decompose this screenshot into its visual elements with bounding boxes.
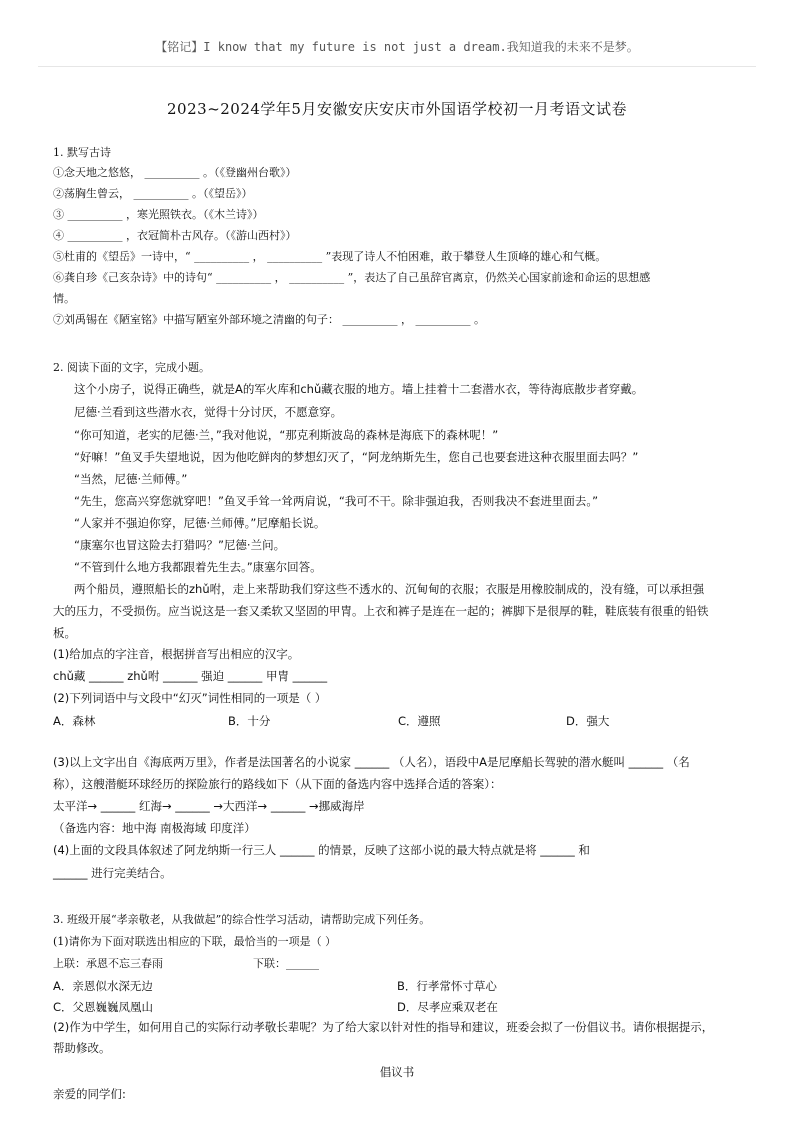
q1-line-8: ⑦刘禹锡在《陋室铭》中描写陋室外部环境之清幽的句子： __________ ， __________ 。 [53, 313, 485, 326]
q3-option-c: C．父恩巍巍凤凰山 [53, 1000, 154, 1014]
q2-sub-2: (2)下列词语中与文段中“幻灭”词性相同的一项是（ ） [53, 691, 327, 705]
q3-sub-2-line-1: (2)作为中学生，如何用自己的实际行动孝敬长辈呢？为了给大家以针对性的指导和建议，班委会拟了一份倡议书。请你根据提示， [53, 1020, 714, 1034]
q3-option-a: A．亲恩似水深无边 [53, 979, 153, 993]
q3-sub-1: (1)请你为下面对联选出相应的下联，最恰当的一项是（ ） [53, 935, 337, 948]
q2-sub-3-line-2: 称），这艘潜艇环球经历的探险旅行的路线如下（从下面的备选内容中选择合适的答案）： [53, 777, 502, 791]
q2-para-11: 大的压力，不受损伤。应当说这是一套又柔软又坚固的甲冑。上衣和裤子是连在一起的；裤脚下是很厚的鞋，鞋底装有很重的铅铁 [53, 604, 709, 618]
header-divider [38, 66, 756, 67]
q2-sub-3-options: （备选内容：地中海 南极海域 印度洋） [53, 821, 256, 835]
q2-sub-1-blanks: chǔ藏 ______ zhǔ咐 ______ 强迫 ______ 甲冑 ______ [53, 669, 328, 683]
q2-sub-4-line-2: ______ 进行完美结合。 [53, 866, 172, 880]
q3-option-b: B．行孝常怀寸草心 [397, 979, 497, 993]
q2-para-10: 两个船员，遵照船长的zhǔ咐，走上来帮助我们穿这些不透水的、沉甸甸的衣服；衣服是用橡胶制成的，没有缝，可以承担强 [74, 582, 705, 596]
q1-line-1: ①念天地之悠悠， __________ 。（《登幽州台歌》） [53, 166, 297, 179]
q2-option-d: D．强大 [566, 714, 610, 728]
q1-line-7: 情。 [53, 292, 75, 305]
q2-para-8: “康塞尔也冒这险去打猎吗？”尼德·兰问。 [74, 538, 286, 552]
q1-line-3: ③ __________ ，寒光照铁衣。（《木兰诗》） [53, 208, 264, 221]
q2-sub-1: (1)给加点的字注音，根据拼音写出相应的汉字。 [53, 647, 300, 661]
q1-line-2: ②荡胸生曾云， __________ 。（《望岳》） [53, 187, 253, 200]
q2-sub-4-line-1: (4)上面的文段具体叙述了阿龙纳斯一行三人 ______ 的情景，反映了这部小说的最大特点就是将 ______ 和 [53, 843, 590, 857]
q2-option-a: A．森林 [53, 714, 96, 728]
header-motto: 【铭记】I know that my future is not just a dream.我知道我的未来不是梦。 [155, 40, 639, 54]
q2-para-6: “先生，您高兴穿您就穿吧！”鱼叉手耸一耸两肩说，“我可不干。除非强迫我，否则我决不套进里面去。” [74, 494, 599, 508]
q2-para-4: “好嘛！”鱼叉手失望地说，因为他吃鲜肉的梦想幻灭了，“阿龙纳斯先生，您自己也要套进这种衣服里面去吗？” [74, 450, 639, 464]
q1-line-6: ⑥龚自珍《己亥杂诗》中的诗句“ __________ ， __________ ”，表达了自己虽辞官离京，仍然关心国家前途和命运的思想感 [53, 271, 651, 284]
q1-heading: 1. 默写古诗 [53, 146, 111, 159]
q2-option-c: C．遵照 [398, 714, 441, 728]
couplet-lower: 下联：______ [253, 957, 319, 970]
proposal-title: 倡议书 [379, 1065, 415, 1079]
q2-para-12: 板。 [53, 626, 76, 640]
couplet-upper: 上联：承恩不忘三春雨 [53, 957, 163, 970]
q2-sub-3-line-1: (3)以上文字出自《海底两万里》，作者是法国著名的小说家 ______ （人名），语段中A是尼摩船长驾驶的潜水艇叫 ______ （名 [53, 755, 690, 769]
q2-sub-3-route: 太平洋→ ______ 红海→ ______ →大西洋→ ______ →挪威海岸 [53, 799, 365, 813]
q2-option-b: B．十分 [228, 714, 271, 728]
proposal-greeting: 亲爱的同学们: [53, 1087, 126, 1101]
q3-heading: 3. 班级开展“孝亲敬老，从我做起”的综合性学习活动，请帮助完成下列任务。 [53, 913, 431, 926]
q1-line-5: ⑤杜甫的《望岳》一诗中，“ __________ ， __________ ”表现了诗人不怕困难，敢于攀登人生顶峰的雄心和气概。 [53, 250, 607, 263]
page-title: 2023~2024学年5月安徽安庆安庆市外国语学校初一月考语文试卷 [167, 100, 627, 118]
q2-para-3: “你可知道，老实的尼德·兰，”我对他说，“那克利斯波岛的森林是海底下的森林呢！” [74, 428, 499, 442]
q2-para-1: 这个小房子，说得正确些，就是A的军火库和chǔ藏衣服的地方。墙上挂着十二套潜水衣，等待海底散步者穿戴。 [74, 382, 644, 396]
q2-heading: 2. 阅读下面的文字，完成小题。 [53, 361, 210, 374]
q3-sub-2-line-2: 帮助修改。 [53, 1041, 111, 1055]
q3-option-d: D．尽孝应乘双老在 [397, 1000, 498, 1014]
q2-para-7: “人家并不强迫你穿，尼德·兰师傅。”尼摩船长说。 [74, 516, 326, 530]
q1-line-4: ④ __________ ，衣冠简朴古风存。（《游山西村》） [53, 229, 297, 242]
q2-para-9: “不管到什么地方我都跟着先生去。”康塞尔回答。 [74, 560, 322, 574]
q2-para-5: “当然，尼德·兰师傅。” [74, 472, 188, 486]
q2-para-2: 尼德·兰看到这些潜水衣，觉得十分讨厌，不愿意穿。 [74, 405, 343, 419]
